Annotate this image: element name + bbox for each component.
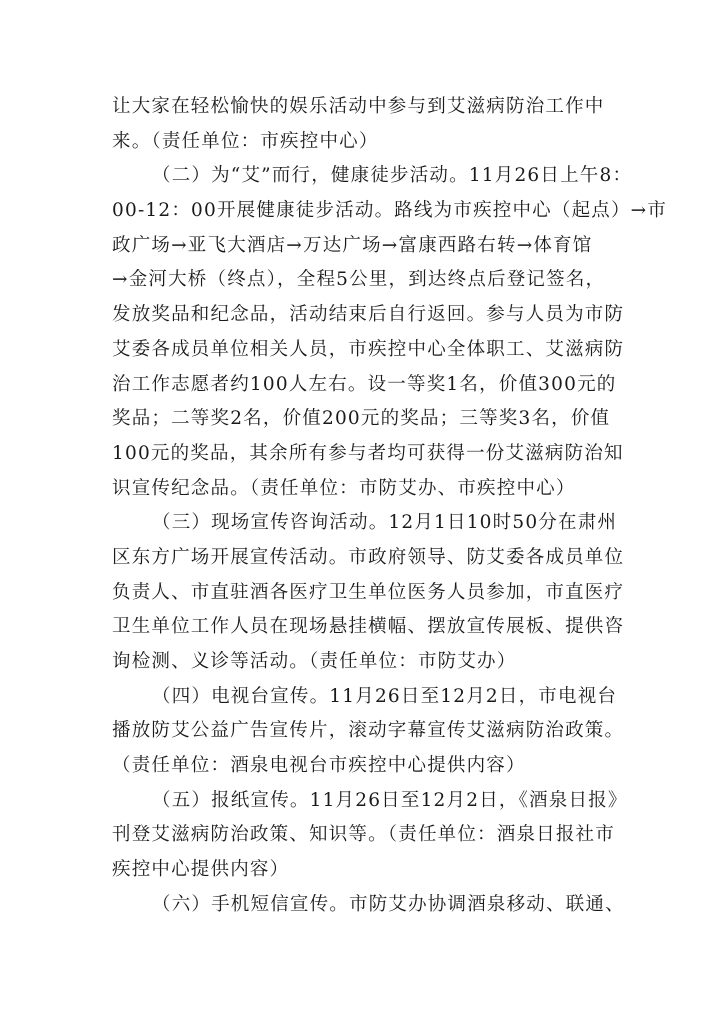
text-line: 政广场→亚飞大酒店→万达广场→富康西路右转→体育馆 [112,234,593,256]
text-line: 奖品；二等奖2名，价值200元的奖品；三等奖3名，价值 [112,408,611,430]
paragraph-first-line: （六）手机短信宣传。市防艾办协调酒泉移动、联通、 [152,893,625,915]
text-line: →金河大桥（终点），全程5公里，到达终点后登记签名， [112,269,606,291]
paragraph-first-line: （三）现场宣传咨询活动。12月1日10时50分在肃州 [152,512,618,534]
text-line: 疾控中心提供内容） [112,859,290,881]
text-line: 治工作志愿者约100人左右。设一等奖1名，价值300元的 [112,373,617,395]
text-line: 来。（责任单位：市疾控中心） [112,130,379,152]
text-line: 发放奖品和纪念品，活动结束后自行返回。参与人员为市防 [112,304,625,326]
paragraph-first-line: （二）为“艾”而行，健康徒步活动。11月26日上午8： [152,165,633,187]
text-line: 刊登艾滋病防治政策、知识等。（责任单位：酒泉日报社市 [112,824,615,846]
text-line: 00-12：00开展健康徒步活动。路线为市疾控中心（起点）→市 [112,200,668,222]
text-line: 播放防艾公益广告宣传片，滚动字幕宣传艾滋病防治政策。 [112,720,625,742]
paragraph-first-line: （四）电视台宣传。11月26日至12月2日，市电视台 [152,685,618,707]
text-line: 负责人、市直驻酒各医疗卫生单位医务人员参加，市直医疗 [112,581,625,603]
paragraph-first-line: （五）报纸宣传。11月26日至12月2日，《酒泉日报》 [152,789,628,811]
text-line: 区东方广场开展宣传活动。市政府领导、防艾委各成员单位 [112,546,625,568]
text-line: （责任单位：酒泉电视台市疾控中心提供内容） [112,755,526,777]
body-text [112,90,668,923]
text-line: 识宣传纪念品。（责任单位：市防艾办、市疾控中心） [112,477,576,499]
text-line: 艾委各成员单位相关人员，市疾控中心全体职工、艾滋病防 [112,338,625,360]
text-line: 询检测、义诊等活动。（责任单位：市防艾办） [112,651,517,672]
text-line: 100元的奖品，其余所有参与者均可获得一份艾滋病防治知 [112,442,624,464]
text-line: 让大家在轻松愉快的娱乐活动中参与到艾滋病防治工作中 [112,96,605,117]
text-line: 卫生单位工作人员在现场悬挂横幅、摆放宣传展板、提供咨 [112,616,625,638]
